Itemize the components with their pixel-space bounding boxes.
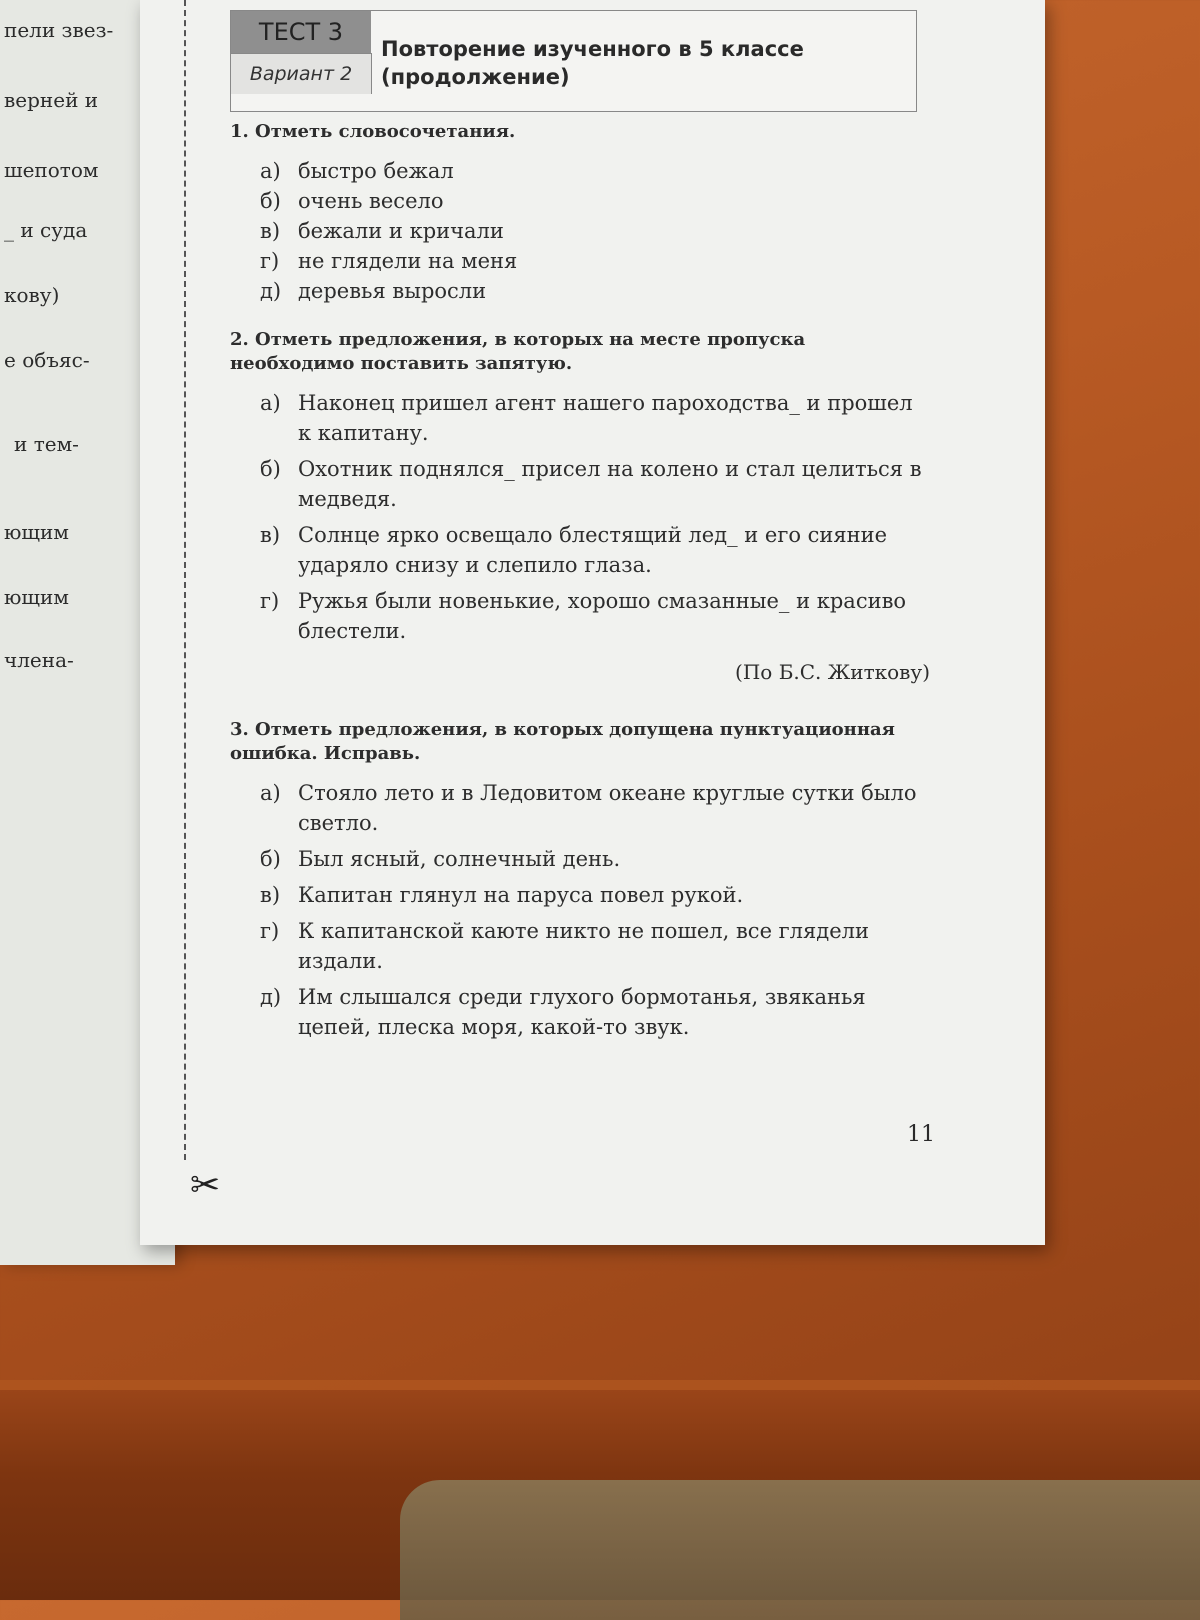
option-letter: б) [260, 189, 281, 213]
option-text: Стояло лето и в Ледовитом океане круглые сутки было светло. [298, 781, 917, 835]
answer-option[interactable] [230, 156, 930, 186]
left-page-fragment: члена- [4, 648, 74, 672]
variant-label: Вариант 2 [231, 53, 372, 94]
answer-option[interactable] [230, 778, 930, 838]
task-title: 3. Отметь предложения, в которых допущена пунктуационная ошибка. Исправь. [230, 719, 895, 764]
option-letter: в) [260, 523, 281, 547]
task-title: 1. Отметь словосочетания. [230, 121, 516, 142]
test-title-line: Повторение изученного в 5 классе [381, 37, 804, 61]
task-title: 2. Отметь предложения, в которых на месте пропуска необходимо поставить запятую. [230, 329, 806, 374]
option-text: К капитанской каюте никто не пошел, все глядели издали. [298, 919, 869, 973]
option-text: Охотник поднялся_ присел на колено и стал целиться в медведя. [298, 457, 922, 511]
left-page-fragment: кову) [4, 283, 60, 307]
option-text: Был ясный, солнечный день. [298, 847, 621, 871]
left-page-fragment: верней и [4, 88, 99, 112]
left-page-fragment: пели звез- [4, 18, 114, 42]
option-letter: г) [260, 589, 280, 613]
option-text: бежали и кричали [298, 219, 504, 243]
option-letter: г) [260, 249, 280, 273]
worksheet-page [140, 0, 1045, 1245]
left-page-fragment: ющим [4, 520, 69, 544]
left-page-fragment: шепотом [4, 158, 99, 182]
option-letter: а) [260, 391, 281, 415]
task-2 [230, 328, 930, 684]
test-header [230, 10, 917, 112]
task-1 [230, 120, 930, 306]
left-page-fragment: и тем- [14, 432, 79, 456]
option-text: не глядели на меня [298, 249, 518, 273]
left-page-fragment: ющим [4, 585, 69, 609]
answer-option[interactable] [230, 246, 930, 276]
option-text: быстро бежал [298, 159, 454, 183]
left-page-fragment: е объяс- [4, 348, 90, 372]
option-letter: д) [260, 985, 282, 1009]
answer-option[interactable] [230, 216, 930, 246]
answer-option[interactable] [230, 454, 930, 514]
option-text: Солнце ярко освещало блестящий лед_ и его сияние ударяло снизу и слепило глаза. [298, 523, 888, 577]
answer-option[interactable] [230, 388, 930, 448]
option-text: Капитан глянул на паруса повел рукой. [298, 883, 744, 907]
option-text: Наконец пришел агент нашего пароходства_ и прошел к капитану. [298, 391, 913, 445]
answer-option[interactable] [230, 276, 930, 306]
option-letter: а) [260, 159, 281, 183]
option-letter: б) [260, 847, 281, 871]
option-letter: а) [260, 781, 281, 805]
option-letter: г) [260, 919, 280, 943]
cut-line [184, 0, 186, 1160]
test-label: ТЕСТ 3 [231, 11, 371, 53]
test-title [381, 35, 901, 91]
page-number: 11 [907, 1122, 935, 1147]
answer-option[interactable] [230, 982, 930, 1042]
scissors-icon: ✂ [190, 1165, 221, 1206]
option-letter: в) [260, 219, 281, 243]
answer-option[interactable] [230, 520, 930, 580]
answer-option[interactable] [230, 880, 930, 910]
test-title-line: (продолжение) [381, 65, 570, 89]
answer-option[interactable] [230, 586, 930, 646]
option-text: очень весело [298, 189, 444, 213]
option-letter: д) [260, 279, 282, 303]
option-letter: б) [260, 457, 281, 481]
answer-option[interactable] [230, 916, 930, 976]
answer-option[interactable] [230, 844, 930, 874]
background-paper [400, 1480, 1200, 1620]
option-text: Им слышался среди глухого бормотанья, звяканья цепей, плеска моря, какой-то звук. [298, 985, 866, 1039]
tasks [230, 120, 930, 1064]
answer-option[interactable] [230, 186, 930, 216]
option-text: деревья выросли [298, 279, 487, 303]
option-letter: в) [260, 883, 281, 907]
option-text: Ружья были новенькие, хорошо смазанные_ и красиво блестели. [298, 589, 907, 643]
left-page-fragment: _ и суда [4, 218, 88, 242]
source-citation: (По Б.С. Житкову) [735, 660, 930, 684]
task-3 [230, 718, 930, 1042]
